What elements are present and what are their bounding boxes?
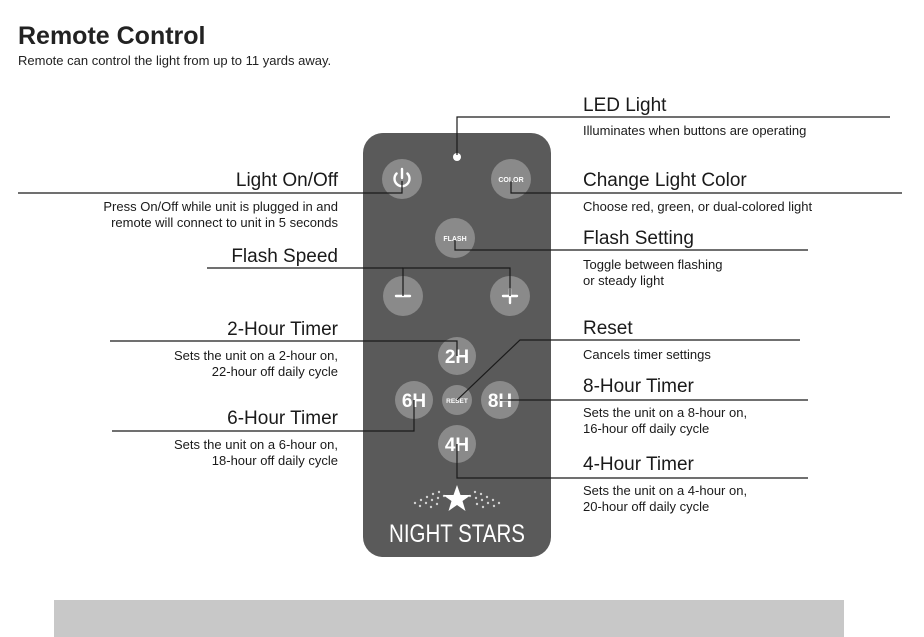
led-light-label: LED Light	[583, 95, 667, 116]
timer-6h-desc: Sets the unit on a 6-hour on, 18-hour off daily cycle	[173, 437, 338, 468]
svg-text:RESET: RESET	[446, 398, 468, 405]
timer-2h-desc: Sets the unit on a 2-hour on, 22-hour off daily cycle	[173, 348, 338, 379]
page-title: Remote Control	[18, 22, 206, 50]
svg-text:2H: 2H	[444, 347, 470, 368]
flash-setting-desc: Toggle between flashing or steady light	[583, 257, 723, 288]
reset-desc: Cancels timer settings	[583, 347, 711, 362]
flash-setting-label: Flash Setting	[583, 228, 694, 249]
timer-4h-desc: Sets the unit on a 4-hour on, 20-hour off daily cycle	[583, 483, 748, 514]
timer-4h-label: 4-Hour Timer	[583, 454, 694, 475]
timer-2h-label: 2-Hour Timer	[227, 319, 338, 340]
svg-text:8H: 8H	[487, 391, 513, 412]
brand-name: NIGHT STARS	[389, 519, 525, 548]
flash-speed-label: Flash Speed	[231, 246, 338, 267]
light-on-off-desc: Press On/Off while unit is plugged in and remote will connect to unit in 5 seconds	[103, 199, 338, 230]
flash-button[interactable]	[435, 218, 475, 258]
svg-text:FLASH: FLASH	[443, 236, 467, 243]
change-color-desc: Choose red, green, or dual-colored light	[583, 199, 813, 214]
timer-6h-label: 6-Hour Timer	[227, 408, 338, 429]
led-light-desc: Illuminates when buttons are operating	[583, 123, 807, 138]
page-subtitle: Remote can control the light from up to 11 yards away.	[18, 53, 332, 68]
svg-text:COLOR: COLOR	[498, 177, 524, 184]
svg-text:6H: 6H	[401, 391, 427, 412]
timer-8h-label: 8-Hour Timer	[583, 376, 694, 397]
reset-label: Reset	[583, 318, 633, 339]
change-color-label: Change Light Color	[583, 170, 747, 191]
svg-text:4H: 4H	[444, 435, 470, 456]
timer-8h-desc: Sets the unit on a 8-hour on, 16-hour off daily cycle	[583, 405, 748, 436]
light-on-off-label: Light On/Off	[235, 170, 338, 191]
bottom-bar	[54, 600, 844, 637]
